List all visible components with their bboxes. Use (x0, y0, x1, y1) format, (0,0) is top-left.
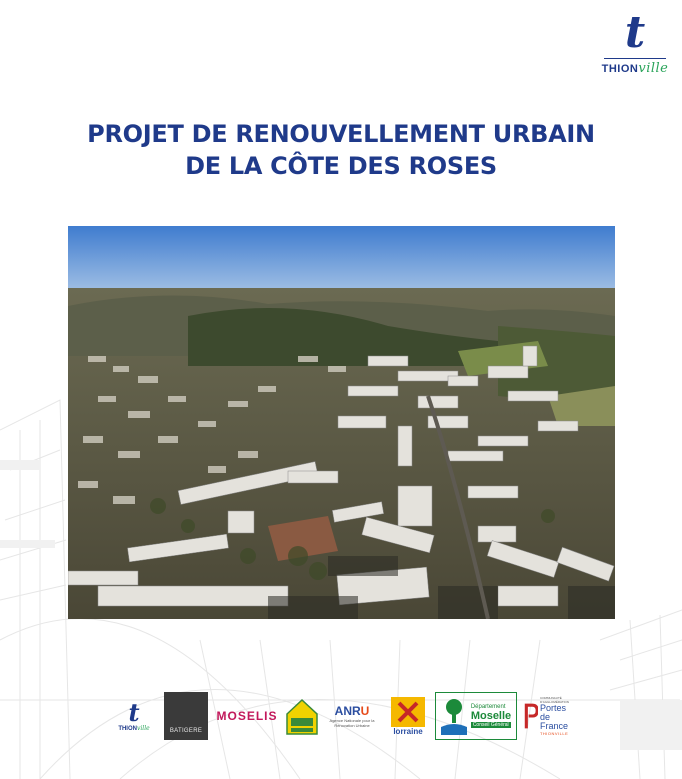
partner-portes-name-b: de France (539, 712, 568, 731)
logo-word-b: ville (638, 61, 669, 76)
thionville-logo-mark: t (624, 7, 646, 58)
logo-word-a: THION (601, 63, 639, 75)
partner-house-logo (284, 692, 320, 740)
partner-portes-text (540, 696, 580, 736)
partner-moselle-logo (435, 692, 517, 740)
partner-portes-top: COMMUNAUTÉ D'AGGLOMÉRATION (539, 696, 569, 704)
lorraine-emblem-icon (391, 697, 425, 727)
portes-p-icon (524, 696, 538, 736)
lorraine-cross-icon (391, 697, 425, 727)
title-line-1: PROJET DE RENOUVELLEMENT URBAIN (87, 120, 595, 148)
partner-moselle-sub: Conseil Général (471, 722, 511, 728)
partner-moselis-name: MOSELIS (216, 709, 278, 723)
partner-anru-name-b: U (360, 704, 370, 718)
partner-anru-name (335, 704, 370, 718)
partner-thionville-logo (112, 692, 156, 740)
aerial-photo (68, 226, 615, 619)
partner-moselis-logo (216, 692, 278, 740)
partner-moselle-name: Moselle (470, 710, 512, 722)
partner-portes-name-a: Portes (539, 703, 566, 713)
partner-logos (112, 692, 582, 746)
partner-anru-logo (326, 692, 378, 740)
partner-portes-city: THIONVILLE (539, 731, 569, 736)
logo-rule (604, 58, 666, 59)
partner-anru-tagline: Agence Nationale pour la Rénovation Urbaine (329, 718, 375, 728)
partner-thionville-mark: t (128, 697, 140, 727)
partner-batigere-name: BATIGERE (169, 728, 203, 734)
partner-portes-de-france-logo (524, 692, 580, 740)
partner-batigere-logo (164, 692, 208, 740)
partner-lorraine-name: lorraine (393, 726, 423, 736)
title-line-2: DE LA CÔTE DES ROSES (185, 152, 497, 180)
thionville-logo-word (600, 61, 670, 76)
partner-moselle-text (471, 704, 511, 728)
partner-lorraine-logo (388, 692, 428, 740)
moselle-tree-icon (441, 697, 467, 735)
partner-thionville-word (118, 725, 149, 732)
partner-thionville-word-b: ville (136, 724, 150, 732)
page-title (60, 118, 622, 182)
partner-moselle-top: Département (470, 704, 506, 710)
house-icon (285, 696, 319, 736)
aerial-photo-drawing (68, 226, 615, 619)
thionville-logo (600, 7, 670, 80)
partner-anru-name-a: ANR (334, 704, 361, 718)
partner-thionville-word-a: THION (118, 725, 137, 732)
